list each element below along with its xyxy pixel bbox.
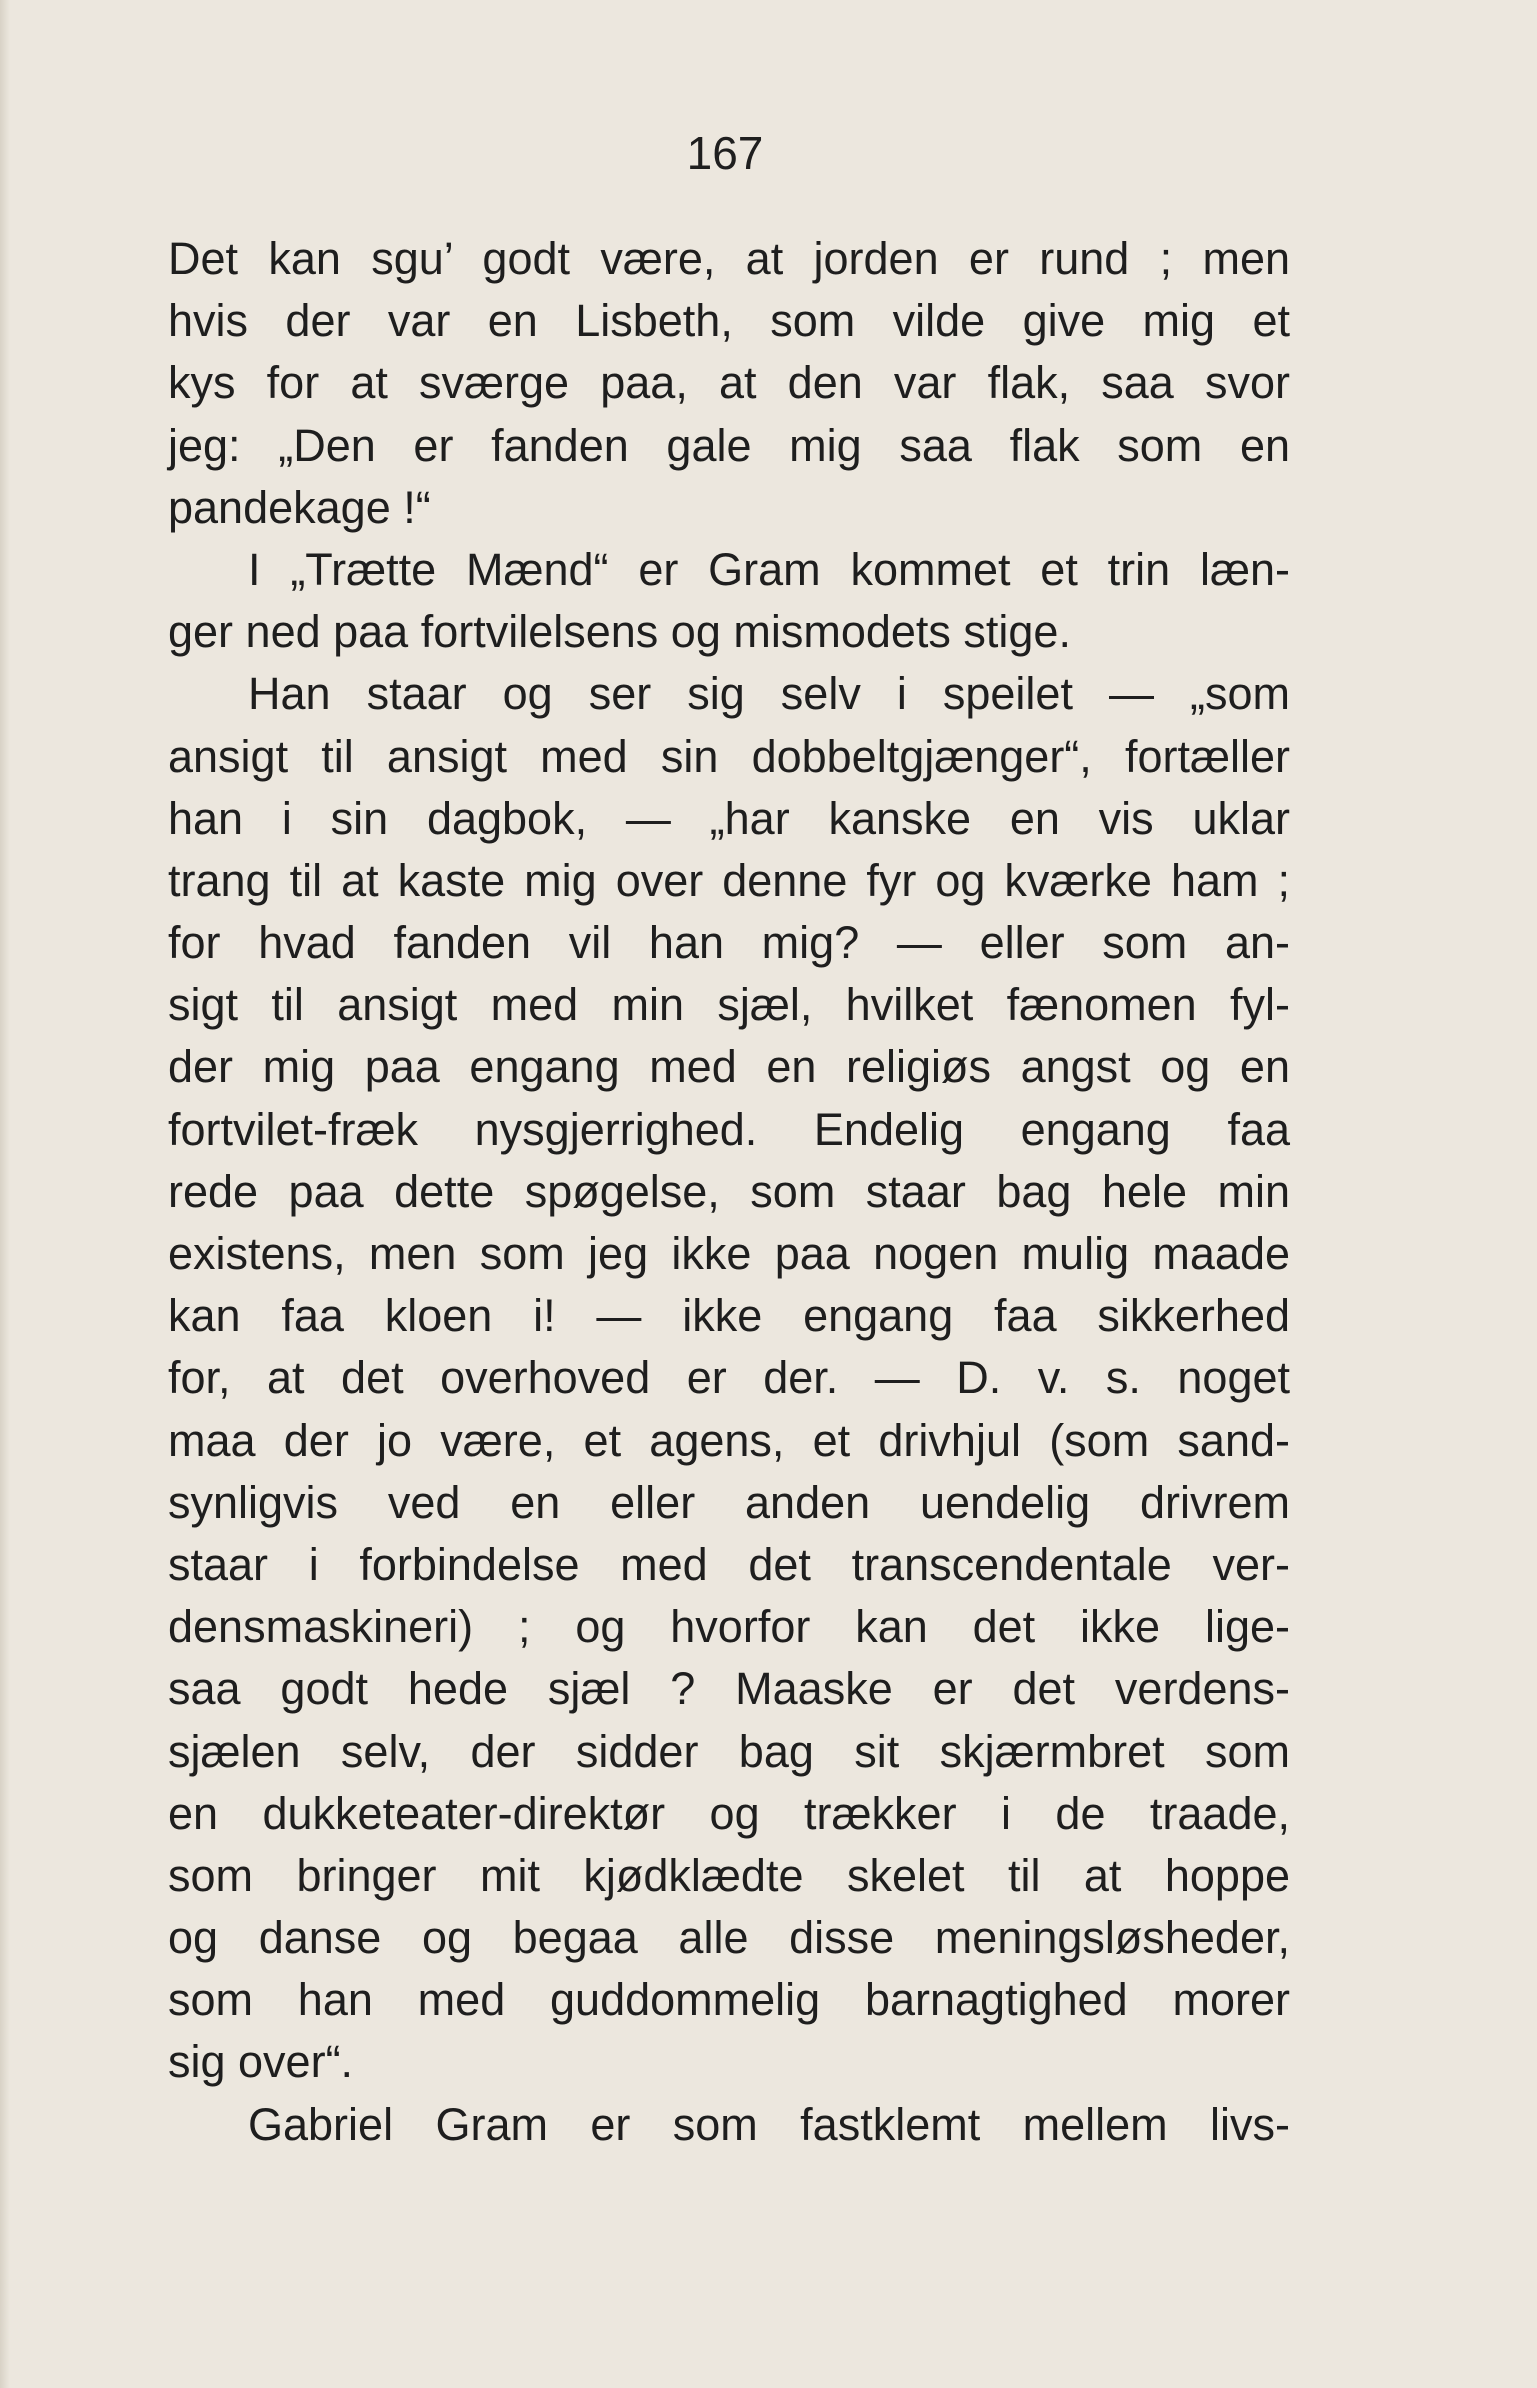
text-line: fortvilet-fræk nysgjerrighed. Endelig engang faa <box>168 1103 1290 1155</box>
text-line: Han staar og ser sig selv i speilet — „som <box>248 668 1290 720</box>
text-line: hvis der var en Lisbeth, som vilde give mig et <box>168 295 1290 347</box>
text-line: han i sin dagbok, — „har kanske en vis uklar <box>168 792 1290 844</box>
page-edge-shadow <box>0 0 10 2388</box>
text-line: jeg: „Den er fanden gale mig saa flak som en <box>168 419 1290 471</box>
text-line: som bringer mit kjødklædte skelet til at hoppe <box>168 1849 1290 1901</box>
body-text <box>168 228 1290 2156</box>
text-line: for, at det overhoved er der. — D. v. s. noget <box>168 1352 1290 1404</box>
text-line: pandekage !“ <box>168 481 431 533</box>
text-line: saa godt hede sjæl ? Maaske er det verdens- <box>168 1663 1290 1715</box>
text-line: kan faa kloen i! — ikke engang faa sikkerhed <box>168 1290 1290 1342</box>
text-line: der mig paa engang med en religiøs angst og en <box>168 1041 1290 1093</box>
text-line: Gabriel Gram er som fastklemt mellem livs- <box>248 2098 1290 2150</box>
text-line: en dukketeater-direktør og trækker i de traade, <box>168 1787 1290 1839</box>
text-line: synligvis ved en eller anden uendelig drivrem <box>168 1476 1290 1528</box>
text-line: for hvad fanden vil han mig? — eller som an- <box>168 917 1290 969</box>
text-line: densmaskineri) ; og hvorfor kan det ikke lige- <box>168 1601 1290 1653</box>
text-line: trang til at kaste mig over denne fyr og kværke ham ; <box>168 854 1290 906</box>
text-line: ger ned paa fortvilelsens og mismodets stige. <box>168 606 1071 658</box>
text-line: som han med guddommelig barnagtighed morer <box>168 1974 1290 2026</box>
text-line: rede paa dette spøgelse, som staar bag hele min <box>168 1165 1290 1217</box>
text-line: sig over“. <box>168 2036 354 2088</box>
text-line: existens, men som jeg ikke paa nogen mulig maade <box>168 1228 1290 1279</box>
text-line: staar i forbindelse med det transcendentale ver- <box>168 1538 1290 1590</box>
text-line: maa der jo være, et agens, et drivhjul (som sand- <box>168 1414 1290 1466</box>
text-line: I „Trætte Mænd“ er Gram kommet et trin læn- <box>248 543 1290 595</box>
text-line: kys for at sværge paa, at den var flak, saa svor <box>168 357 1290 409</box>
text-line: Det kan sgu’ godt være, at jorden er rund ; men <box>168 233 1290 284</box>
text-line: sigt til ansigt med min sjæl, hvilket fænomen fyl- <box>168 979 1290 1031</box>
text-line: ansigt til ansigt med sin dobbeltgjænger“, fortæller <box>168 730 1290 782</box>
text-line: sjælen selv, der sidder bag sit skjærmbret som <box>168 1725 1290 1777</box>
text-line: og danse og begaa alle disse meningsløsheder, <box>168 1912 1290 1964</box>
page-number: 167 <box>686 127 764 179</box>
